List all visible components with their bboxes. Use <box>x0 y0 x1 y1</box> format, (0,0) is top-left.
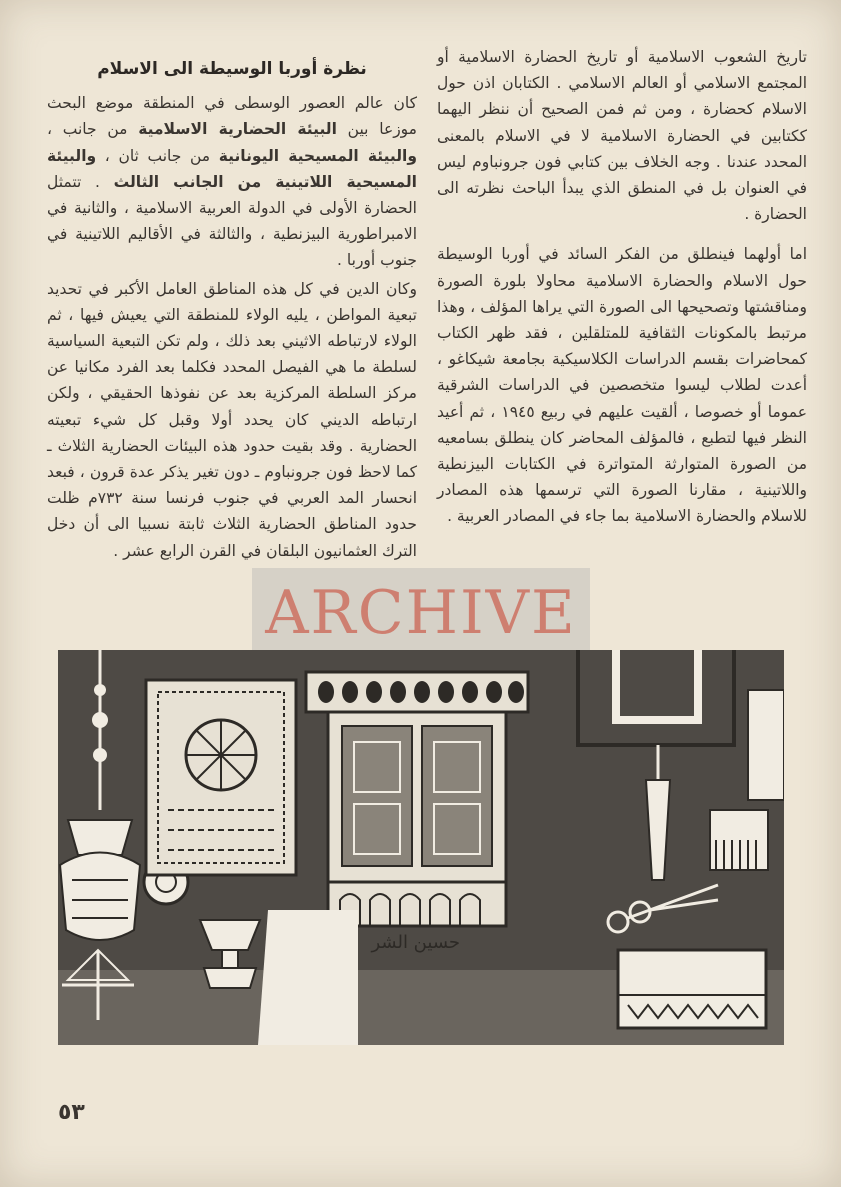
watermark-logo: ARCHIVE <box>265 578 577 648</box>
artist-signature: حسين الشر <box>371 932 460 953</box>
p1-highlight-latin: والبيئة المسيحية اللاتينية من الجانب الثالث <box>47 146 417 191</box>
p1-text-e: من جانب ثان ، <box>96 146 219 165</box>
p1-text-g: . تتمثل الحضارة الأولى في الدولة العربية الاسلامية ، والثانية في الامبراطورية البيزنطية ، والثالثة في الأقاليم اللاتينية في جنوب أوربا . <box>47 172 417 270</box>
section-heading: نظرة أوربا الوسيطة الى الاسلام <box>97 59 367 79</box>
right-paragraph-2: اما أولهما فينطلق من الفكر السائد في أوربا الوسيطة حول الاسلام والحضارة الاسلامية محاولا بلورة الصورة ومناقشتها وتصحيحها الى الصورة التي يراها المؤلف ، وهذا مرتبط بالمكونات الثقافية للمتلقلين ، فقد ظهر الكتاب كمحاضرات بقسم الدراسات الكلاسيكية بجامعة شيكاغو ، أعدت لطلاب ليسوا متخصصين في الدراسات الشرقية عموما أو خصوصا ، ألقيت عليهم في ربيع ١٩٤٥ ، ثم أعيد النظر فيها لتطبع ، فالمؤلف المحاضر كان ينطلق بسامعيه من الصورة المتوارثة المتواترة في الكتابات البيزنطية واللاتينية ، مقارنا الصورة التي ترسمها هذه المصادر للاسلام والحضارة الاسلامية بما جاء في المصادر العربية . <box>437 245 807 526</box>
side-panel <box>748 690 784 800</box>
islamic-artifacts-illustration <box>58 650 784 1045</box>
left-column <box>47 44 417 566</box>
p1-highlight-islamic: البيئة الحضارية الاسلامية <box>138 120 337 139</box>
plinth-shape <box>258 910 358 1045</box>
page-number: ٥٣ <box>58 1100 85 1125</box>
left-paragraph-1 <box>47 90 417 273</box>
p1-text-c: من جانب ، <box>47 120 139 139</box>
decorated-box-icon <box>618 950 766 1028</box>
left-paragraph-2: وكان الدين في كل هذه المناطق العامل الأكبر في تحديد تبعية المواطن ، يليه الولاء للمنطقة التي يعيش فيها ، ثم الولاء لارتباطه الاثيني بعد ذلك ، ولم تكن التبعية السياسية لسلطة ما هي الفيصل المحدد فكلما بعد الفرد مكانيا عن مركز السلطة المركزية بعد عن نفوذها الحقيقي ، ولكن ارتباطه الديني كان يحدد أولا وقبل كل شيء تبعيته الحضارية . وقد بقيت حدود هذه البيئات الحضارية الثلاث ـ كما لاحظ فون جرونباوم ـ دون تغير يذكر عدة قرون ، فبعد انحسار المد العربي في جنوب فرنسا سنة ٧٣٢م ظلت حدود المناطق الحضارية الثلاث ثابتة نسبيا الى أن دخل الترك العثمانيون البلقان في القرن الرابع عشر . <box>47 279 417 560</box>
right-paragraph-1: تاريخ الشعوب الاسلامية أو تاريخ الحضارة الاسلامية أو المجتمع الاسلامي أو العالم الاسلامي . الكتابان اذن حول الاسلام كحضارة ، ومن ثم فمن الصحيح أن ننظر اليهما ككتابين في الحضارة الاسلامية لا في الاسلام بالمعنى المحدد عندنا . وجه الخلاف بين كتابي فون جرونباوم ليس في العنوان بل في المنطق الذي يبدأ الباحث نظرته الى الحضارة . <box>437 48 807 224</box>
carpet-icon <box>146 680 296 875</box>
p1-highlight-greek: والبيئة المسيحية اليونانية <box>218 146 417 165</box>
right-column <box>437 44 807 537</box>
p1-text-a: كان عالم العصور الوسطى في المنطقة موضع البحث موزعا بين <box>47 94 417 139</box>
comb-icon <box>710 810 768 870</box>
mashrabiya-cabinet-icon <box>306 672 528 926</box>
